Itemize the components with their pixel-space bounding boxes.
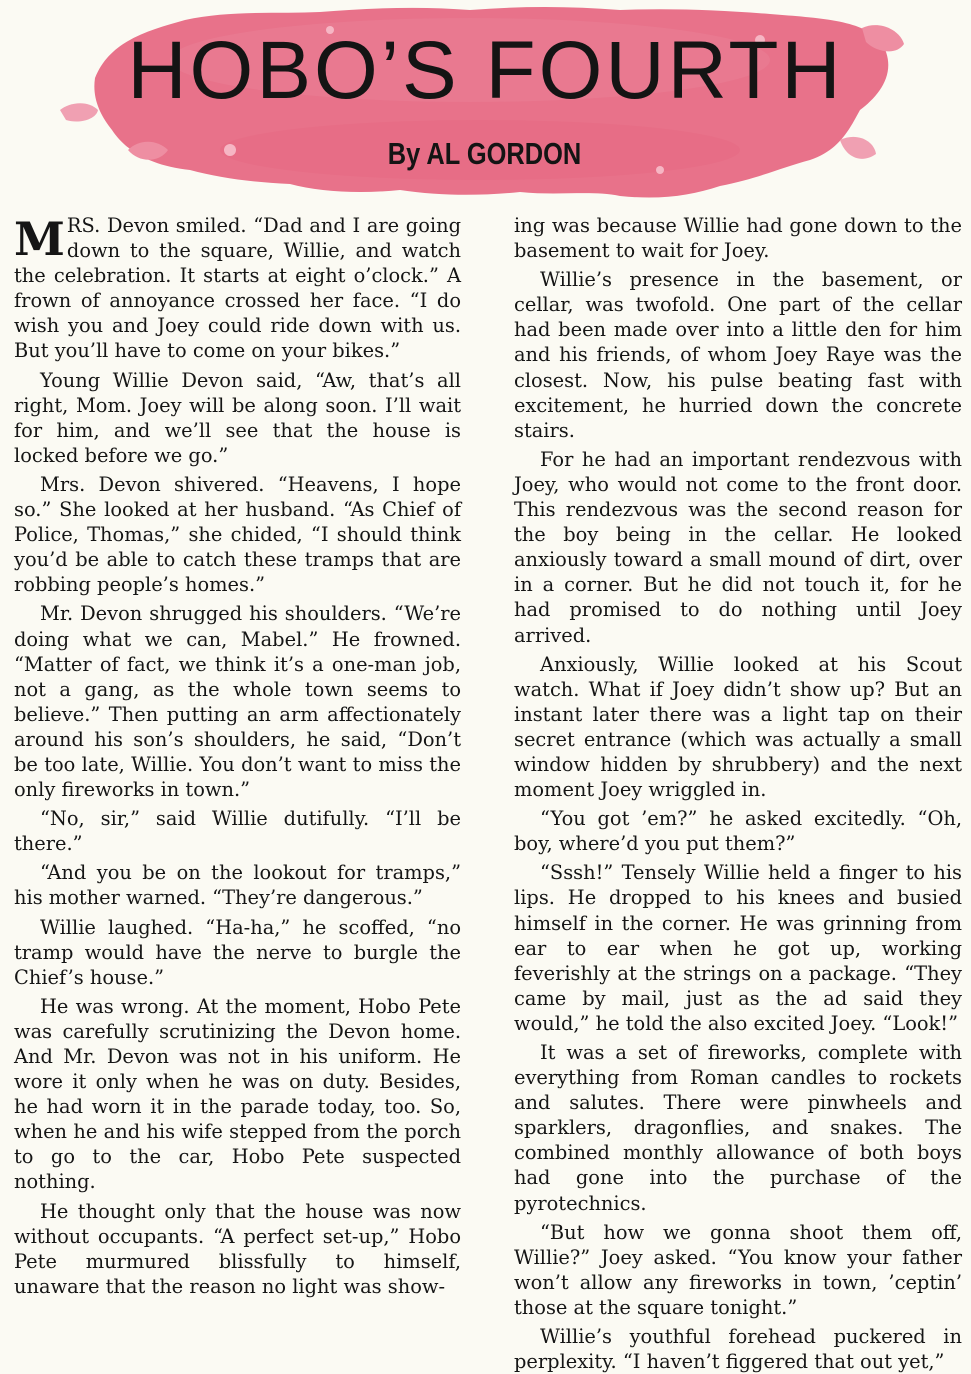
paragraph: “Sssh!” Tensely Willie held a finger to his lips. He dropped to his knees and busied himself in the corner. He was grinning from ear to ear when he got up, working feverishly at the strings on a package. “They came by mail, just as the ad said they would,” he told the also excited Joey. “Look!” [514, 861, 962, 1035]
paragraph: “No, sir,” said Willie dutifully. “I’ll be there.” [14, 807, 461, 856]
paragraph: Mrs. Devon shivered. “Heavens, I hope so.” She looked at her husband. “As Chief of Police, Thomas,” she chided, “I should think you’d be able to catch these tramps that are robbing people’s homes.” [14, 472, 461, 597]
paragraph-text: RS. Devon smiled. “Dad and I are going down to the square, Willie, and watch the celebration. It starts at eight o’clock.” A frown of annoyance crossed her face. “I do wish you and Joey could ride down with us. But you’ll have to come on your bikes.” [14, 214, 461, 363]
paragraph: Willie laughed. “Ha-ha,” he scoffed, “no tramp would have the nerve to burgle the Chief’s house.” [14, 915, 461, 989]
story-body [14, 212, 962, 1374]
paragraph: Young Willie Devon said, “Aw, that’s all right, Mom. Joey will be along soon. I’ll wait for him, and we’ll see that the house is locked before we go.” [14, 368, 461, 467]
right-column [514, 213, 962, 1374]
story-title: HOBO’S FOURTH [127, 25, 844, 116]
paragraph: “And you be on the lookout for tramps,” his mother warned. “They’re dangerous.” [14, 861, 461, 910]
paragraph: For he had an important rendezvous with Joey, who would not come to the front door. This rendezvous was the second reason for the boy being in the cellar. He looked anxiously toward a small mound of dirt, over in a corner. But he did not touch it, for he had promised to do nothing until Joey arrived. [514, 447, 962, 647]
paragraph: He thought only that the house was now without occupants. “A perfect set-up,” Hobo Pete murmured blissfully to himself, unaware that the reason no light was show- [14, 1199, 461, 1298]
paragraph: Mr. Devon shrugged his shoulders. “We’re doing what we can, Mabel.” He frowned. “Matter of fact, we think it’s a one-man job, not a gang, as the whole town seems to believe.” Then putting an arm affectionately around his son’s shoulders, he said, “Don’t be too late, Willie. You don’t want to miss the only fireworks in town.” [14, 602, 461, 802]
paragraph: “You got ’em?” he asked excitedly. “Oh, boy, where’d you put them?” [514, 807, 962, 856]
paragraph: Willie’s presence in the basement, or cellar, was twofold. One part of the cellar had been made over into a little den for him and his friends, of whom Joey Raye was the closest. Now, his pulse beating fast with excitement, he hurried down the concrete stairs. [514, 268, 962, 442]
paragraph: It was a set of fireworks, complete with everything from Roman candles to rockets and salutes. There were pinwheels and sparklers, dragonflies, and snakes. The combined monthly allowance of both boys had gone into the purchase of the pyrotechnics. [514, 1041, 962, 1215]
paragraph [14, 213, 461, 364]
paragraph: Anxiously, Willie looked at his Scout watch. What if Joey didn’t show up? But an instant later there was a light tap on their secret entrance (which was actually a small window hidden by shrubbery) and the next moment Joey wriggled in. [514, 652, 962, 802]
left-column [14, 213, 461, 1323]
story-byline: By AL GORDON [387, 136, 582, 171]
drop-cap: M [14, 212, 65, 266]
paragraph: He was wrong. At the moment, Hobo Pete was carefully scrutinizing the Devon home. And Mr. Devon was not in his uniform. He wore it only when he was on duty. Besides, he had worn it in the parade today, too. So, when he and his wife stepped from the porch to go to the car, Hobo Pete suspected nothing. [14, 994, 461, 1194]
paragraph-continued: ing was because Willie had gone down to the basement to wait for Joey. [514, 214, 962, 263]
paragraph: “But how we gonna shoot them off, Willie?” Joey asked. “You know your father won’t allow any fireworks in town, ’ceptin’ those at the square tonight.” [514, 1220, 962, 1319]
paragraph: Willie’s youthful forehead puckered in perplexity. “I haven’t figgered that out yet,” [514, 1325, 962, 1374]
title-banner [0, 0, 971, 205]
